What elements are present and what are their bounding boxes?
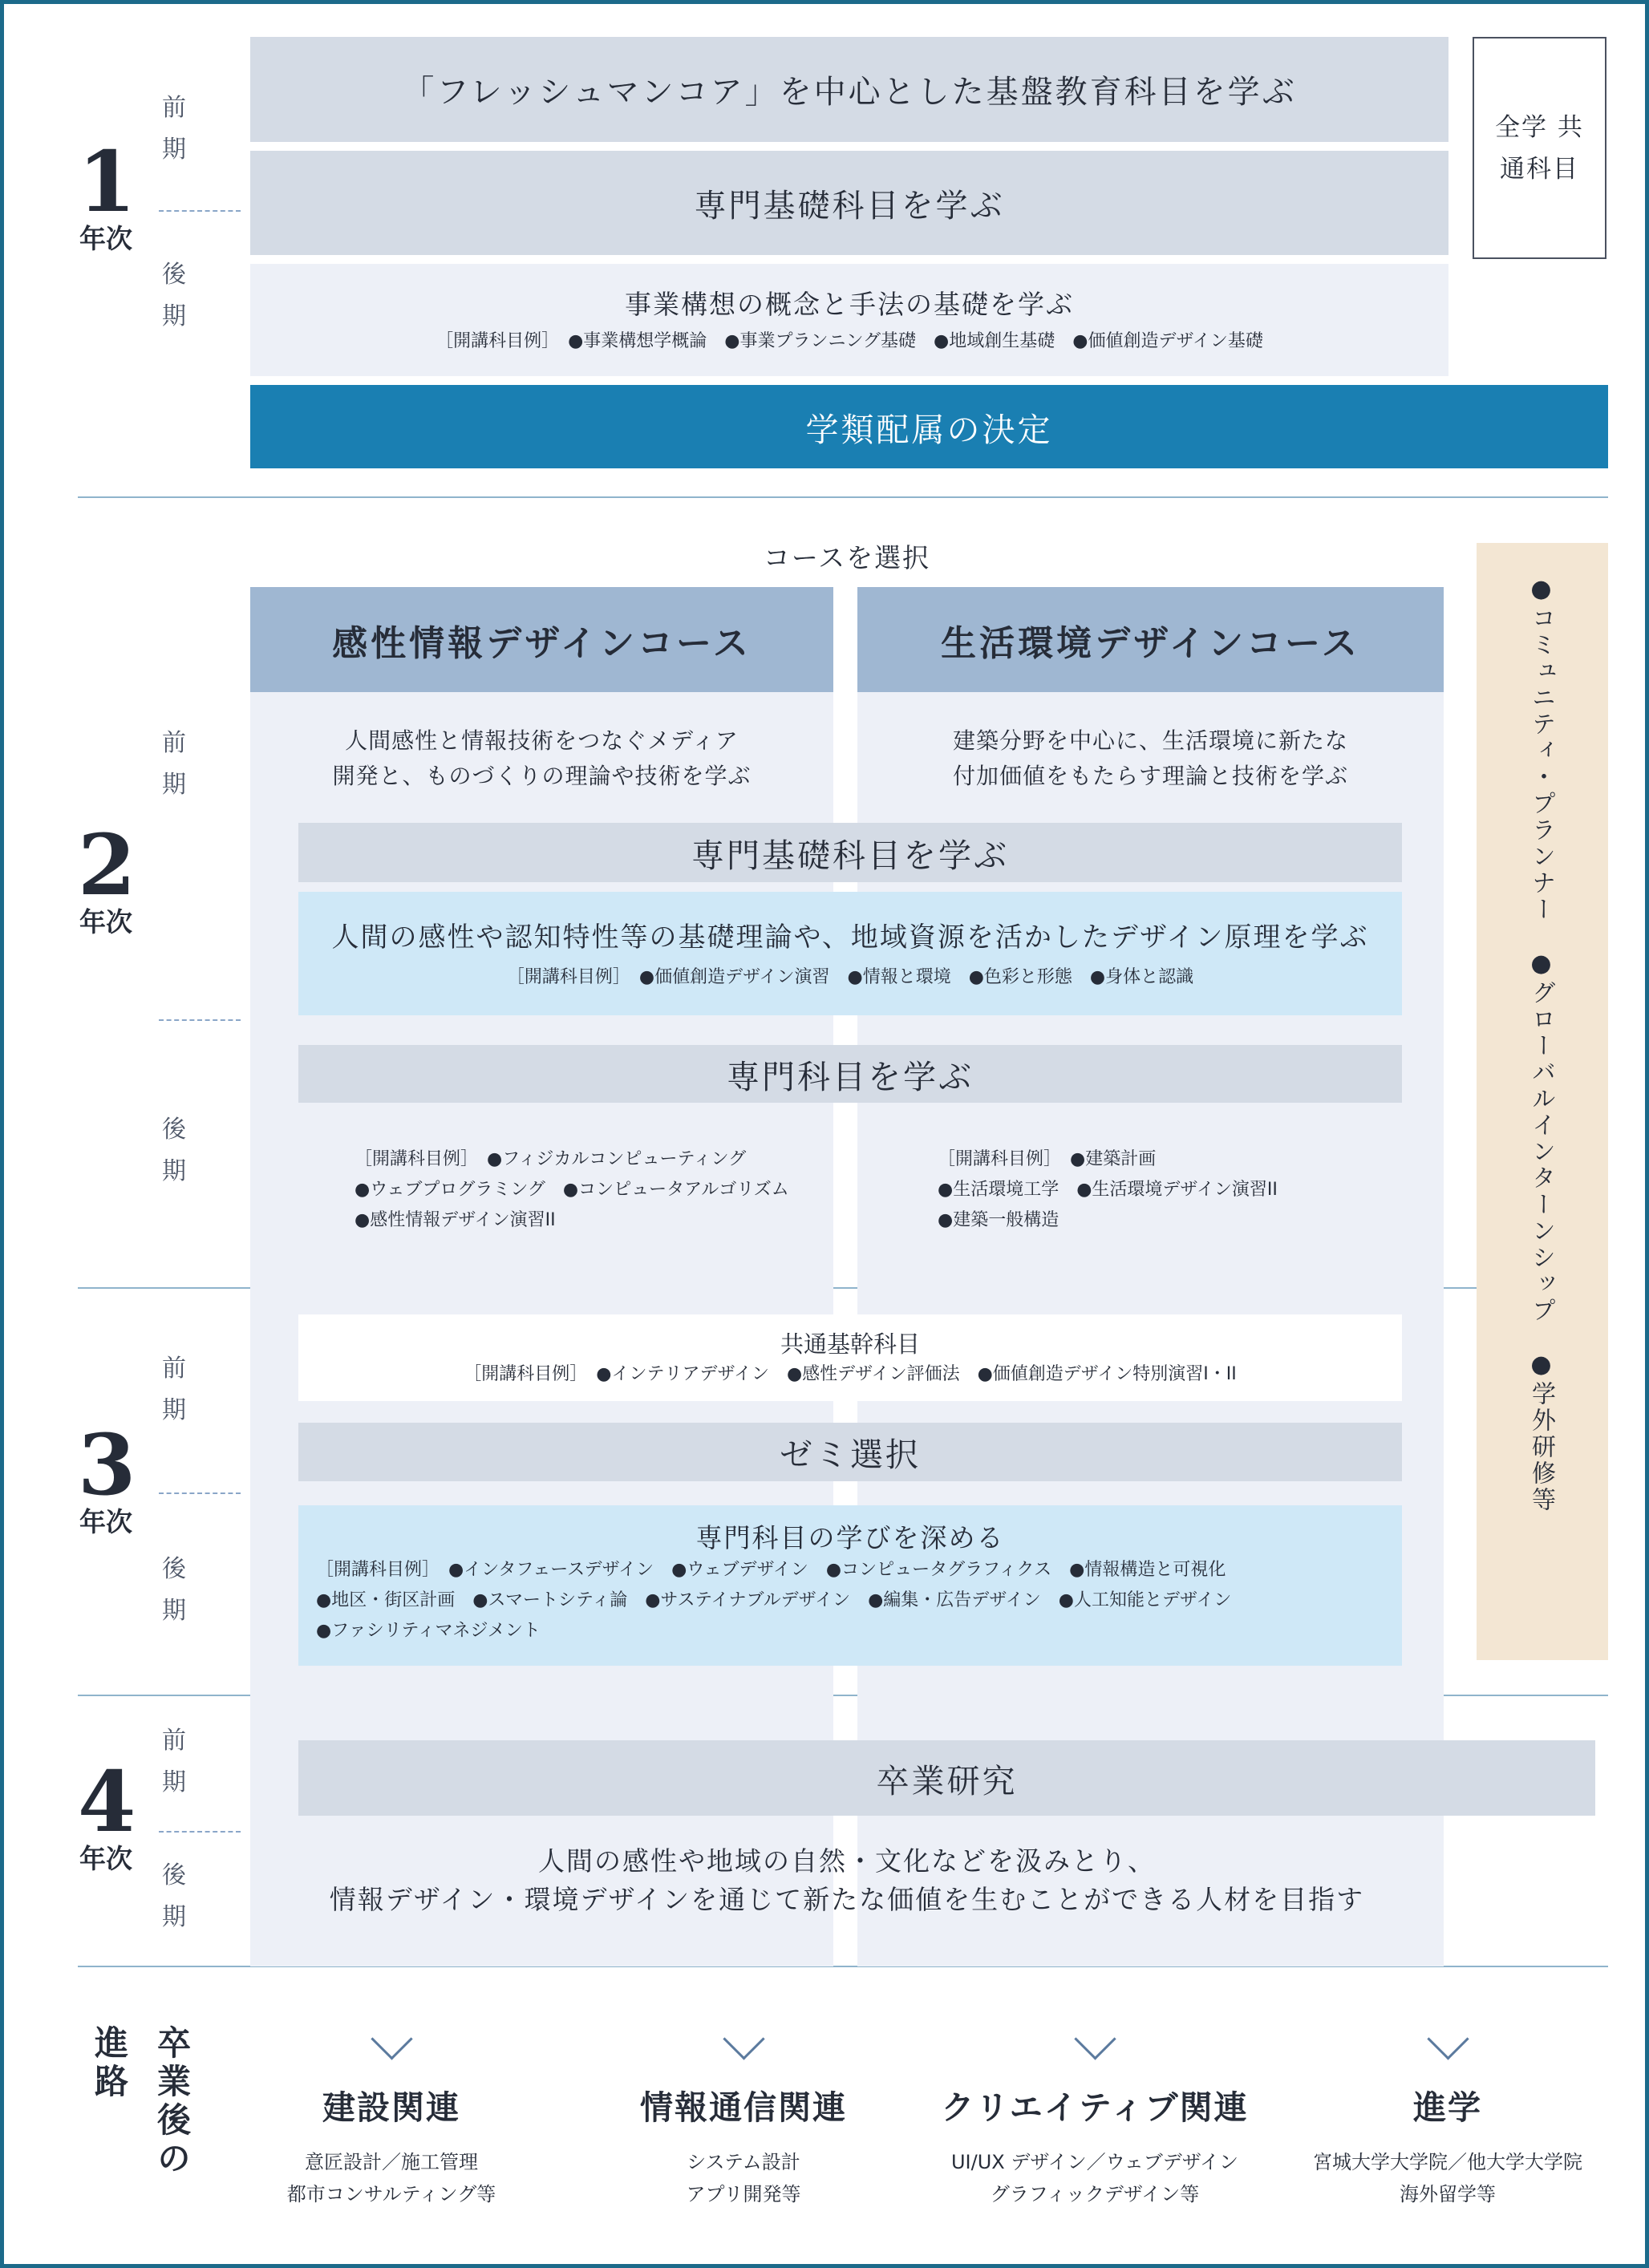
design-theory-box	[298, 892, 1402, 1015]
year2-specialized-band: 専門科目を学ぶ	[298, 1045, 1402, 1103]
term-second: 後期	[162, 1116, 186, 1185]
chevron-down-icon	[723, 2018, 764, 2059]
graduate-goal-text: 人間の感性や地域の自然・文化などを汲みとり、 情報デザイン・環境デザインを通じて新たな価値を生むことができる人材を目指す	[329, 1845, 1365, 1915]
year2-basic-band: 専門基礎科目を学ぶ	[298, 823, 1402, 882]
course-examples-right: ［開講科目例］ ●建築計画 ●生活環境工学 ●生活環境デザイン演習II ●建築一般構造	[938, 1149, 1278, 1230]
term-second: 後期	[162, 261, 186, 330]
extracurricular-sidebar	[1477, 543, 1608, 1660]
sidebar-text: ●コミュニティ・プランナー ●グローバルインターンシップ ●学外研修等	[1527, 575, 1555, 1513]
seminar-selection-band: ゼミ選択	[298, 1423, 1402, 1481]
career-construction: 建設関連 意匠設計／施工管理 都市コンサルティング等	[259, 2017, 524, 2217]
term-first: 前期	[162, 729, 186, 799]
term-divider	[159, 210, 241, 212]
course-header-kansei: 感性情報デザインコース	[250, 587, 833, 692]
deepen-examples: ［開講科目例］ ●インタフェースデザイン ●ウェブデザイン ●コンピュータグラフィクス ●情報構造と可視化 ●地区・街区計画 ●スマートシティ論 ●サステイナブルデザイン ●編集・広告デザイン ●人工知能とデザイン ●ファシリティマネジメント	[316, 1560, 1232, 1641]
term-first: 前期	[162, 1355, 186, 1424]
career-creative: クリエイティブ関連 UI/UX デザイン／ウェブデザイン グラフィックデザイン等	[926, 2017, 1263, 2217]
core-subjects-title: 共通基幹科目	[780, 1330, 920, 1358]
term-second: 後期	[162, 1861, 186, 1931]
course-header-living: 生活環境デザインコース	[857, 587, 1444, 692]
year-1-label: 1 年次	[78, 132, 136, 254]
university-common-box: 全学 共通科目	[1473, 37, 1606, 259]
career-label: 卒業後の進路	[90, 2025, 192, 2179]
chevron-down-icon	[1074, 2018, 1116, 2059]
career-ict: 情報通信関連 システム設計 アプリ開発等	[607, 2017, 880, 2217]
foundation-band: 「フレッシュマンコア」を中心とした基盤教育科目を学ぶ	[250, 37, 1448, 142]
term-divider	[159, 1492, 241, 1494]
deepen-specialized-title: 専門科目の学びを深める	[695, 1521, 1005, 1553]
term-divider	[159, 1831, 241, 1833]
term-first: 前期	[162, 94, 186, 164]
term-first: 前期	[162, 1727, 186, 1796]
year-3-label: 3 年次	[78, 1415, 136, 1537]
term-divider	[159, 1019, 241, 1021]
year-2-label: 2 年次	[78, 816, 136, 938]
department-assignment-band: 学類配属の決定	[250, 385, 1608, 468]
year-separator	[78, 496, 1608, 498]
design-theory-title: 人間の感性や認知特性等の基礎理論や、地域資源を活かしたデザイン原理を学ぶ	[331, 921, 1369, 954]
specialized-basic-band: 専門基礎科目を学ぶ	[250, 151, 1448, 255]
term-second: 後期	[162, 1555, 186, 1625]
graduation-research-band: 卒業研究	[298, 1740, 1595, 1816]
deepen-specialized-box	[298, 1505, 1402, 1666]
curriculum-diagram	[4, 4, 1645, 2264]
core-subjects-examples: ［開講科目例］ ●インテリアデザイン ●感性デザイン評価法 ●価値創造デザイン特別演習I・II	[464, 1363, 1237, 1384]
business-concept-band	[250, 264, 1448, 376]
design-theory-examples: ［開講科目例］ ●価値創造デザイン演習 ●情報と環境 ●色彩と形態 ●身体と認識	[506, 966, 1194, 987]
business-concept-examples: ［開講科目例］ ●事業構想学概論 ●事業プランニング基礎 ●地域創生基礎 ●価値創造デザイン基礎	[436, 330, 1263, 351]
course-examples-left: ［開講科目例］ ●フィジカルコンピューティング ●ウェブプログラミング ●コンピュータアルゴリズム ●感性情報デザイン演習II	[355, 1149, 789, 1230]
business-concept-title: 事業構想の概念と手法の基礎を学ぶ	[625, 288, 1074, 320]
course-description-right: 建築分野を中心に、生活環境に新たな 付加価値をもたらす理論と技術を学ぶ	[952, 727, 1348, 789]
chevron-down-icon	[371, 2018, 412, 2059]
career-further-study: 進学 宮城大学大学院／他大学大学院 海外留学等	[1287, 2017, 1608, 2217]
course-description-left: 人間感性と情報技術をつなぐメディア 開発と、ものづくりの理論や技術を学ぶ	[332, 727, 752, 789]
chevron-down-icon	[1427, 2018, 1469, 2059]
year-4-label: 4 年次	[78, 1752, 136, 1874]
core-subjects-box	[298, 1314, 1402, 1401]
course-select-label: コースを選択	[763, 541, 931, 573]
